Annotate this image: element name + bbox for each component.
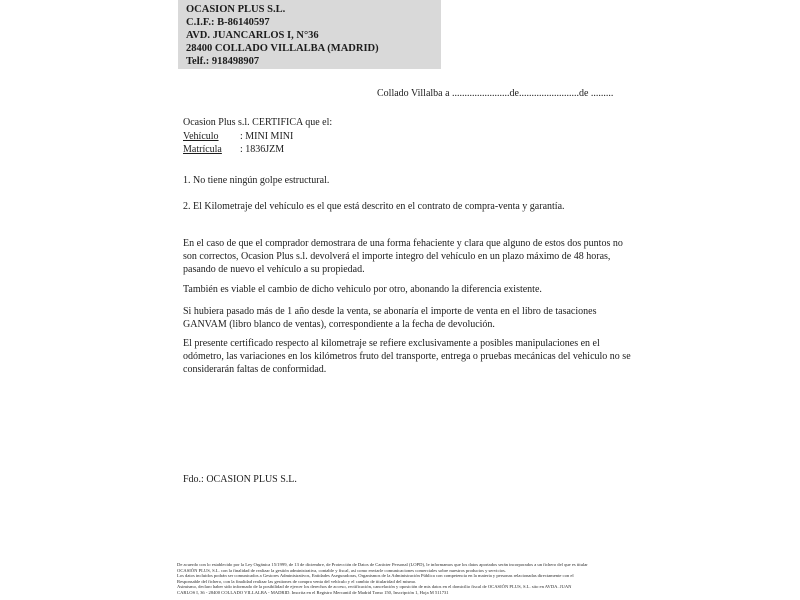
company-city: 28400 COLLADO VILLALBA (MADRID) xyxy=(186,43,379,54)
company-header-block xyxy=(178,0,441,69)
plate-value: : 1836JZM xyxy=(240,144,285,155)
legal-line: OCASIÓN PLUS, S.L. con la finalidad de realizar la gestión administrativa, contable y fiscal, así como enviarle comunicaciones comerciales sobre nuestros productos y servicios. xyxy=(177,567,506,573)
paragraph-ganvam: Si hubiera pasado más de 1 año desde la venta, se abonaría el importe de venta en el libro de tasaciones GANVAM (libro blanco de ventas), correspondiente a la fecha de devolución. xyxy=(183,306,597,331)
company-cif: C.I.F.: B-86140597 xyxy=(186,17,270,28)
plate-label: Matrícula xyxy=(183,144,222,155)
paragraph-odometer: El presente certificado respecto al kilometraje se refiere exclusivamente a posibles manipulaciones en el odómetro, las variaciones en los kilómetros fruto del transporte, entrega o pruebas mecánicas del vehiculo no se considerarán faltas de conformidad. xyxy=(183,338,631,376)
date-line: Collado Villalba a .......................de........................de ......... xyxy=(377,88,614,99)
legal-line: Responsable del fichero, con la finalidad realizar las gestiones de compra venta del vehículo y el cambio de titularidad del mismo. xyxy=(177,578,417,584)
paragraph-refund: En el caso de que el comprador demostrara de una forma fehaciente y clara que alguno de estos dos puntos no son correctos, Ocasion Plus s.l. devolverá el importe integro del vehículo en un plazo máximo de 48 horas, pasando de nuevo el vehículo a su propiedad. xyxy=(183,238,623,276)
legal-line: Los datos incluidos podrán ser comunicados a Gestores Administrativos, Entidades Aseguradoras, Organismos de la Administración Pública con competencia en la materia y personas relacionadas directamente con el xyxy=(177,573,574,579)
clause-1: 1. No tiene ningún golpe estructural. xyxy=(183,175,330,186)
company-address: AVD. JUANCARLOS I, N°36 xyxy=(186,30,319,41)
vehicle-row xyxy=(183,130,332,144)
certification-block xyxy=(183,116,332,157)
paragraph-exchange: También es viable el cambio de dicho vehiculo por otro, abonando la diferencia existente. xyxy=(183,284,542,295)
legal-fine-print xyxy=(177,562,647,596)
company-phone: Telf.: 918498907 xyxy=(186,56,260,67)
legal-line: CARLOS I, 36 - 28400 COLLADO VILLALBA - MADRID. Inscrita en el Registro Mercantil de Madrid Tomo 150, Inscripción 1, Hoja M 511731 xyxy=(177,589,449,595)
vehicle-label: Vehículo xyxy=(183,130,219,142)
certification-intro: Ocasion Plus s.l. CERTIFICA que el: xyxy=(183,117,333,128)
legal-line: De acuerdo con lo establecido por la Ley Orgánica 15/1999, de 13 de diciembre, de Protección de Datos de Carácter Personal (LOPD), le informamos que los datos aportados serán incorporados a un fichero del que es titular xyxy=(177,562,588,567)
clause-2: 2. El Kilometraje del vehículo es el que está descrito en el contrato de compra-venta y garantía. xyxy=(183,201,565,212)
vehicle-value: : MINI MINI xyxy=(240,130,294,142)
legal-line: Asimismo, declaro haber sido informado de la posibilidad de ejercer los derechos de acceso, rectificación, cancelación y oposición de mis datos en el domicilio fiscal de OCASIÓN PLUS, S.L. sito en AVDA. JUAN xyxy=(177,584,572,590)
company-name: OCASION PLUS S.L. xyxy=(186,4,286,15)
plate-row xyxy=(183,143,332,157)
signature-line: Fdo.: OCASION PLUS S.L. xyxy=(183,474,297,485)
